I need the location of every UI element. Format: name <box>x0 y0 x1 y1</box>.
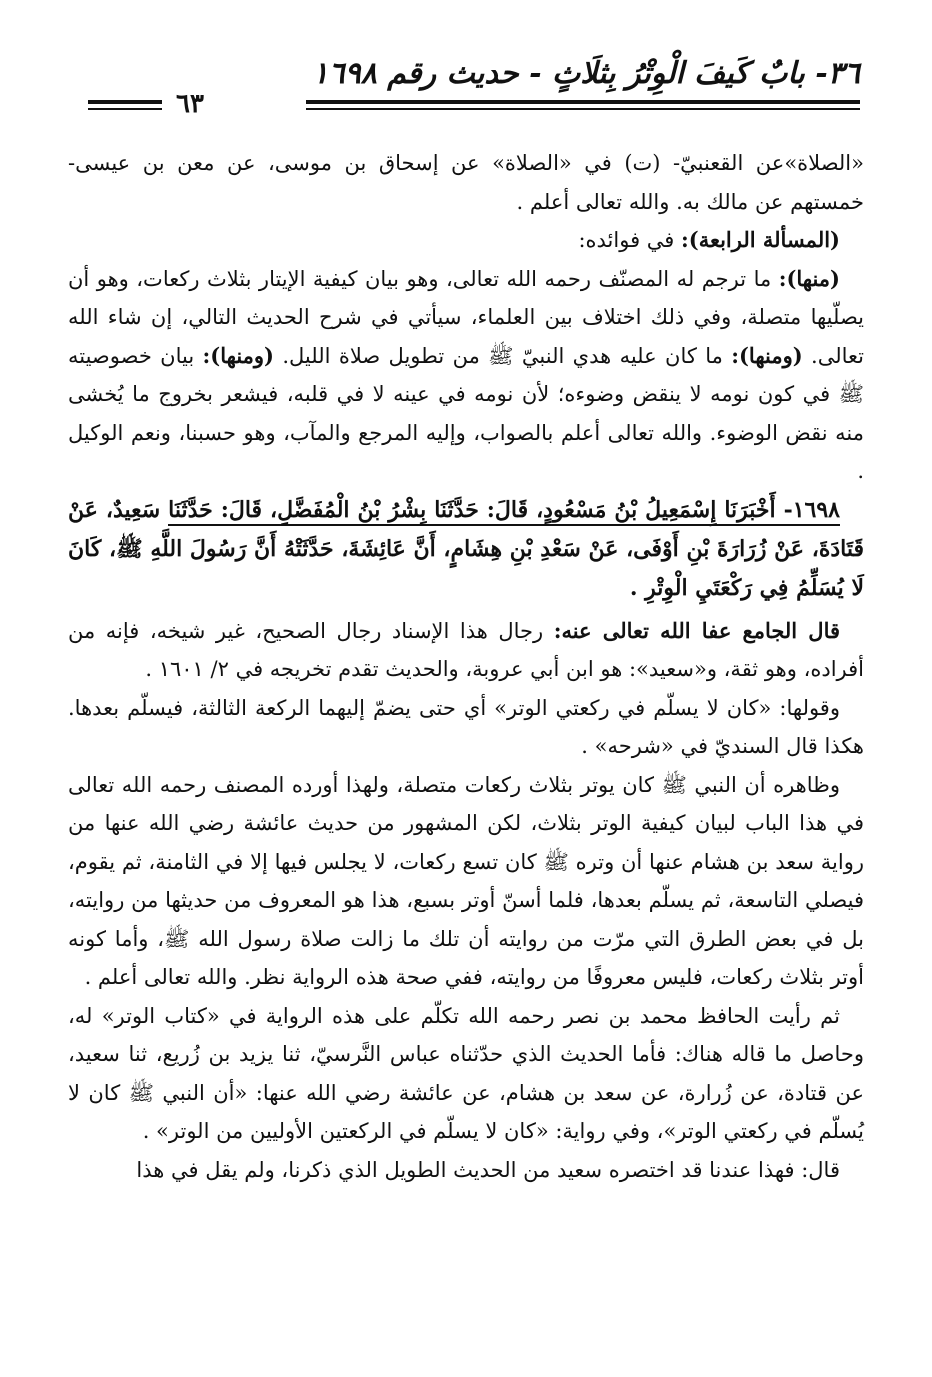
paragraph-benefits <box>68 260 864 491</box>
hadith-rest: سَعِيدٌ، عَنْ قَتَادَةَ، عَنْ زُرَارَةَ بْنِ أَوْفَى، عَنْ سَعْدِ بْنِ هِشَامٍ، أَنَّ عَائِشَةَ، حَدَّثَتْهُ أَنَّ رَسُولَ اللَّهِ ﷺ، كَانَ لَا يُسَلِّمُ فِي رَكْعَتَيِ الْوِتْرِ . <box>68 496 864 601</box>
benefit-text-2: ما كان عليه هدي النبيّ ﷺ من تطويل صلاة الليل. <box>273 343 732 368</box>
paragraph-5: وقولها: «كان لا يسلّم في ركعتي الوتر» أي حتى يضمّ إليهما الركعة الثالثة، فيسلّم بعدها. هكذا قال السنديّ في «شرحه» . <box>68 695 864 758</box>
issue-four-text: في فوائده: <box>578 228 681 252</box>
hadith-head: ١٦٩٨- أَخْبَرَنَا إِسْمَعِيلُ بْنُ مَسْعُودٍ، قَالَ: حَدَّثَنَا بِشْرُ بْنُ الْمُفَضَّلِ، قَالَ: حَدَّثَنَا <box>168 497 840 526</box>
hadith-text <box>68 491 864 608</box>
benefit-label-2: (ومنها): <box>731 342 803 368</box>
paragraph-1: «الصلاة»عن القعنبيّ- (ت) في «الصلاة» عن إسحاق بن موسى، عن معن بن عيسى- خمستهم عن مالك به. والله تعالى أعلم . <box>68 151 864 214</box>
paragraph-8: قال: فهذا عندنا قد اختصره سعيد من الحديث الطويل الذي ذكرنا، ولم يقل في هذا <box>136 1157 840 1182</box>
benefit-label-1: (منها): <box>778 265 840 291</box>
benefit-text-3: بيان خصوصيته ﷺ في كون نومه لا ينقض وضوءه؛ لأن نومه في عينه لا في قلبه، فيشعر بخروج ما يُخشى منه نقض الوضوء. والله تعالى أعلم بالصواب، وإليه المرجع والمآب، وهو حسبنا، ونعم الوكيل . <box>68 343 864 483</box>
page-body <box>68 144 864 1189</box>
benefit-text-1: ما ترجم له المصنّف رحمه الله تعالى، وهو بيان كيفية الإيتار بثلاث ركعات، وهو أن يصلّيها متصلة، وفي ذلك اختلاف بين العلماء، سيأتي في شرح الحديث التالي، إن شاء الله تعالى. <box>68 266 864 368</box>
benefit-label-3: (ومنها): <box>202 342 274 368</box>
page-header <box>88 54 860 120</box>
paragraph-compiler-note <box>68 612 864 689</box>
paragraph-7: ثم رأيت الحافظ محمد بن نصر رحمه الله تكلّم على هذه الرواية في «كتاب الوتر» له، وحاصل ما قاله هناك: فأما الحديث الذي حدّثناه عباس النَّرسيّ، ثنا يزيد بن زُريع، ثنا سعيد، عن قتادة، عن زُرارة، عن سعد بن هشام، عن عائشة رضي الله عنها: «أن النبي ﷺ كان لا يُسلّم في ركعتي الوتر»، وفي رواية: «كان لا يسلّم في الركعتين الأوليين من الوتر» . <box>68 1003 864 1143</box>
paragraph-issue-four <box>68 221 864 260</box>
issue-four-label: (المسألة الرابعة): <box>681 227 840 252</box>
compiler-text: رجال هذا الإسناد رجال الصحيح، غير شيخه، فإنه من أفراده، وهو ثقة، و«سعيد»: هو ابن أبي عروبة، والحديث تقدم تخريجه في ٢/ ١٦٠١ . <box>68 618 864 681</box>
compiler-label: قال الجامع عفا الله تعالى عنه: <box>553 617 841 643</box>
running-title: ٣٦- بابٌ كَيفَ الْوِتْرُ بِثلَاثٍ - حديث رقم ١٦٩٨ <box>312 56 860 91</box>
paragraph-6: وظاهره أن النبي ﷺ كان يوتر بثلاث ركعات متصلة، ولهذا أورده المصنف رحمه الله تعالى في هذا الباب لبيان كيفية الوتر بثلاث، لكن المشهور من حديث عائشة رضي الله عنها من رواية سعد بن هشام عنها أن وتره ﷺ كان تسع ركعات، لا يجلس فيها إلا في الثامنة، ثم يقوم، فيصلي التاسعة، ثم يسلّم بعدها، فلما أسنّ أوتر بسبع، هذا هو المعروف من حديثها من روايته، بل في بعض الطرق التي مرّت من روايته أن تلك ما زالت صلاة رسول الله ﷺ، وأما كونه أوتر بثلاث ركعات، فليس معروفًا من روايته، ففي صحة هذه الرواية نظر. والله تعالى أعلم . <box>68 772 864 989</box>
page-number: ٦٣ <box>162 90 218 118</box>
